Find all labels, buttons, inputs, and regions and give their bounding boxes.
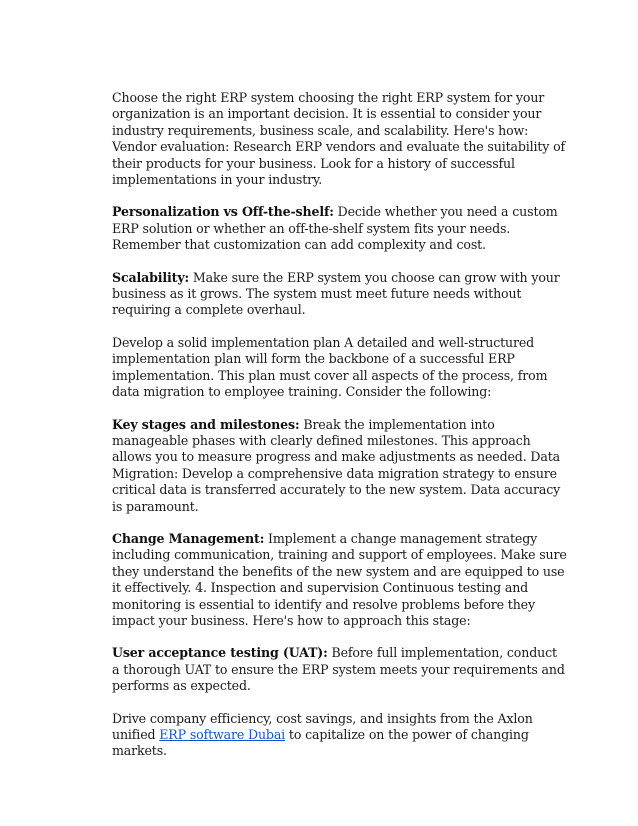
paragraph-scalability	[112, 270, 568, 319]
document-page	[112, 90, 568, 776]
paragraph-text: Develop a solid implementation plan A detailed and well-structured implementation plan will form the backbone of a successful ERP implementation. This plan must cover all aspects of the process, from data migration to employee training. Consider the following:	[112, 334, 548, 400]
paragraph-text: Implement a change management strategy including communication, training and support of employees. Make sure they understand the benefits of the new system and are equipped to use it effectively. 4. Inspection and supervision Continuous testing and monitoring is essential to identify and resolve problems before they impact your business. Here's how to approach this stage:	[112, 530, 567, 628]
paragraph-text: Before full implementation, conduct a thorough UAT to ensure the ERP system meets your requirements and performs as expected.	[112, 645, 565, 694]
paragraph-text: Decide whether you need a custom ERP solution or whether an off-the-shelf system fits your needs. Remember that customization can add complexity and cost.	[112, 204, 558, 253]
paragraph-heading: Personalization vs Off-the-shelf:	[112, 204, 334, 220]
paragraph-closing	[112, 711, 568, 760]
paragraph-uat	[112, 645, 568, 694]
closing-text-before: Drive company efficiency, cost savings, and insights from the Axlon unified	[112, 710, 533, 742]
paragraph-key-stages	[112, 417, 568, 515]
erp-software-dubai-link[interactable]: ERP software Dubai	[159, 727, 286, 742]
paragraph-text: Break the implementation into manageable phases with clearly defined milestones. This approach allows you to measure progress and make adjustments as needed. Data Migration: Develop a comprehensive data migration strategy to ensure critical data is transferred accurately to the new system. Data accuracy is paramount.	[112, 416, 561, 514]
paragraph-heading: Change Management:	[112, 530, 265, 546]
paragraph-text: Make sure the ERP system you choose can grow with your business as it grows. The system must meet future needs without requiring a complete overhaul.	[112, 269, 560, 318]
paragraph-personalization	[112, 204, 568, 253]
paragraph-change-management	[112, 531, 568, 629]
closing-text-after: to capitalize on the power of changing markets.	[112, 727, 529, 759]
paragraph-erp-selection	[112, 90, 568, 188]
paragraph-heading: Key stages and milestones:	[112, 416, 300, 432]
paragraph-heading: User acceptance testing (UAT):	[112, 645, 328, 661]
paragraph-implementation-plan	[112, 335, 568, 401]
paragraph-heading: Scalability:	[112, 269, 190, 285]
paragraph-text: Choose the right ERP system choosing the right ERP system for your organization is an important decision. It is essential to consider your industry requirements, business scale, and scalability. Here's how: Vendor evaluation: Research ERP vendors and evaluate the suitability of their products for your business. Look for a history of successful implementations in your industry.	[112, 90, 566, 188]
